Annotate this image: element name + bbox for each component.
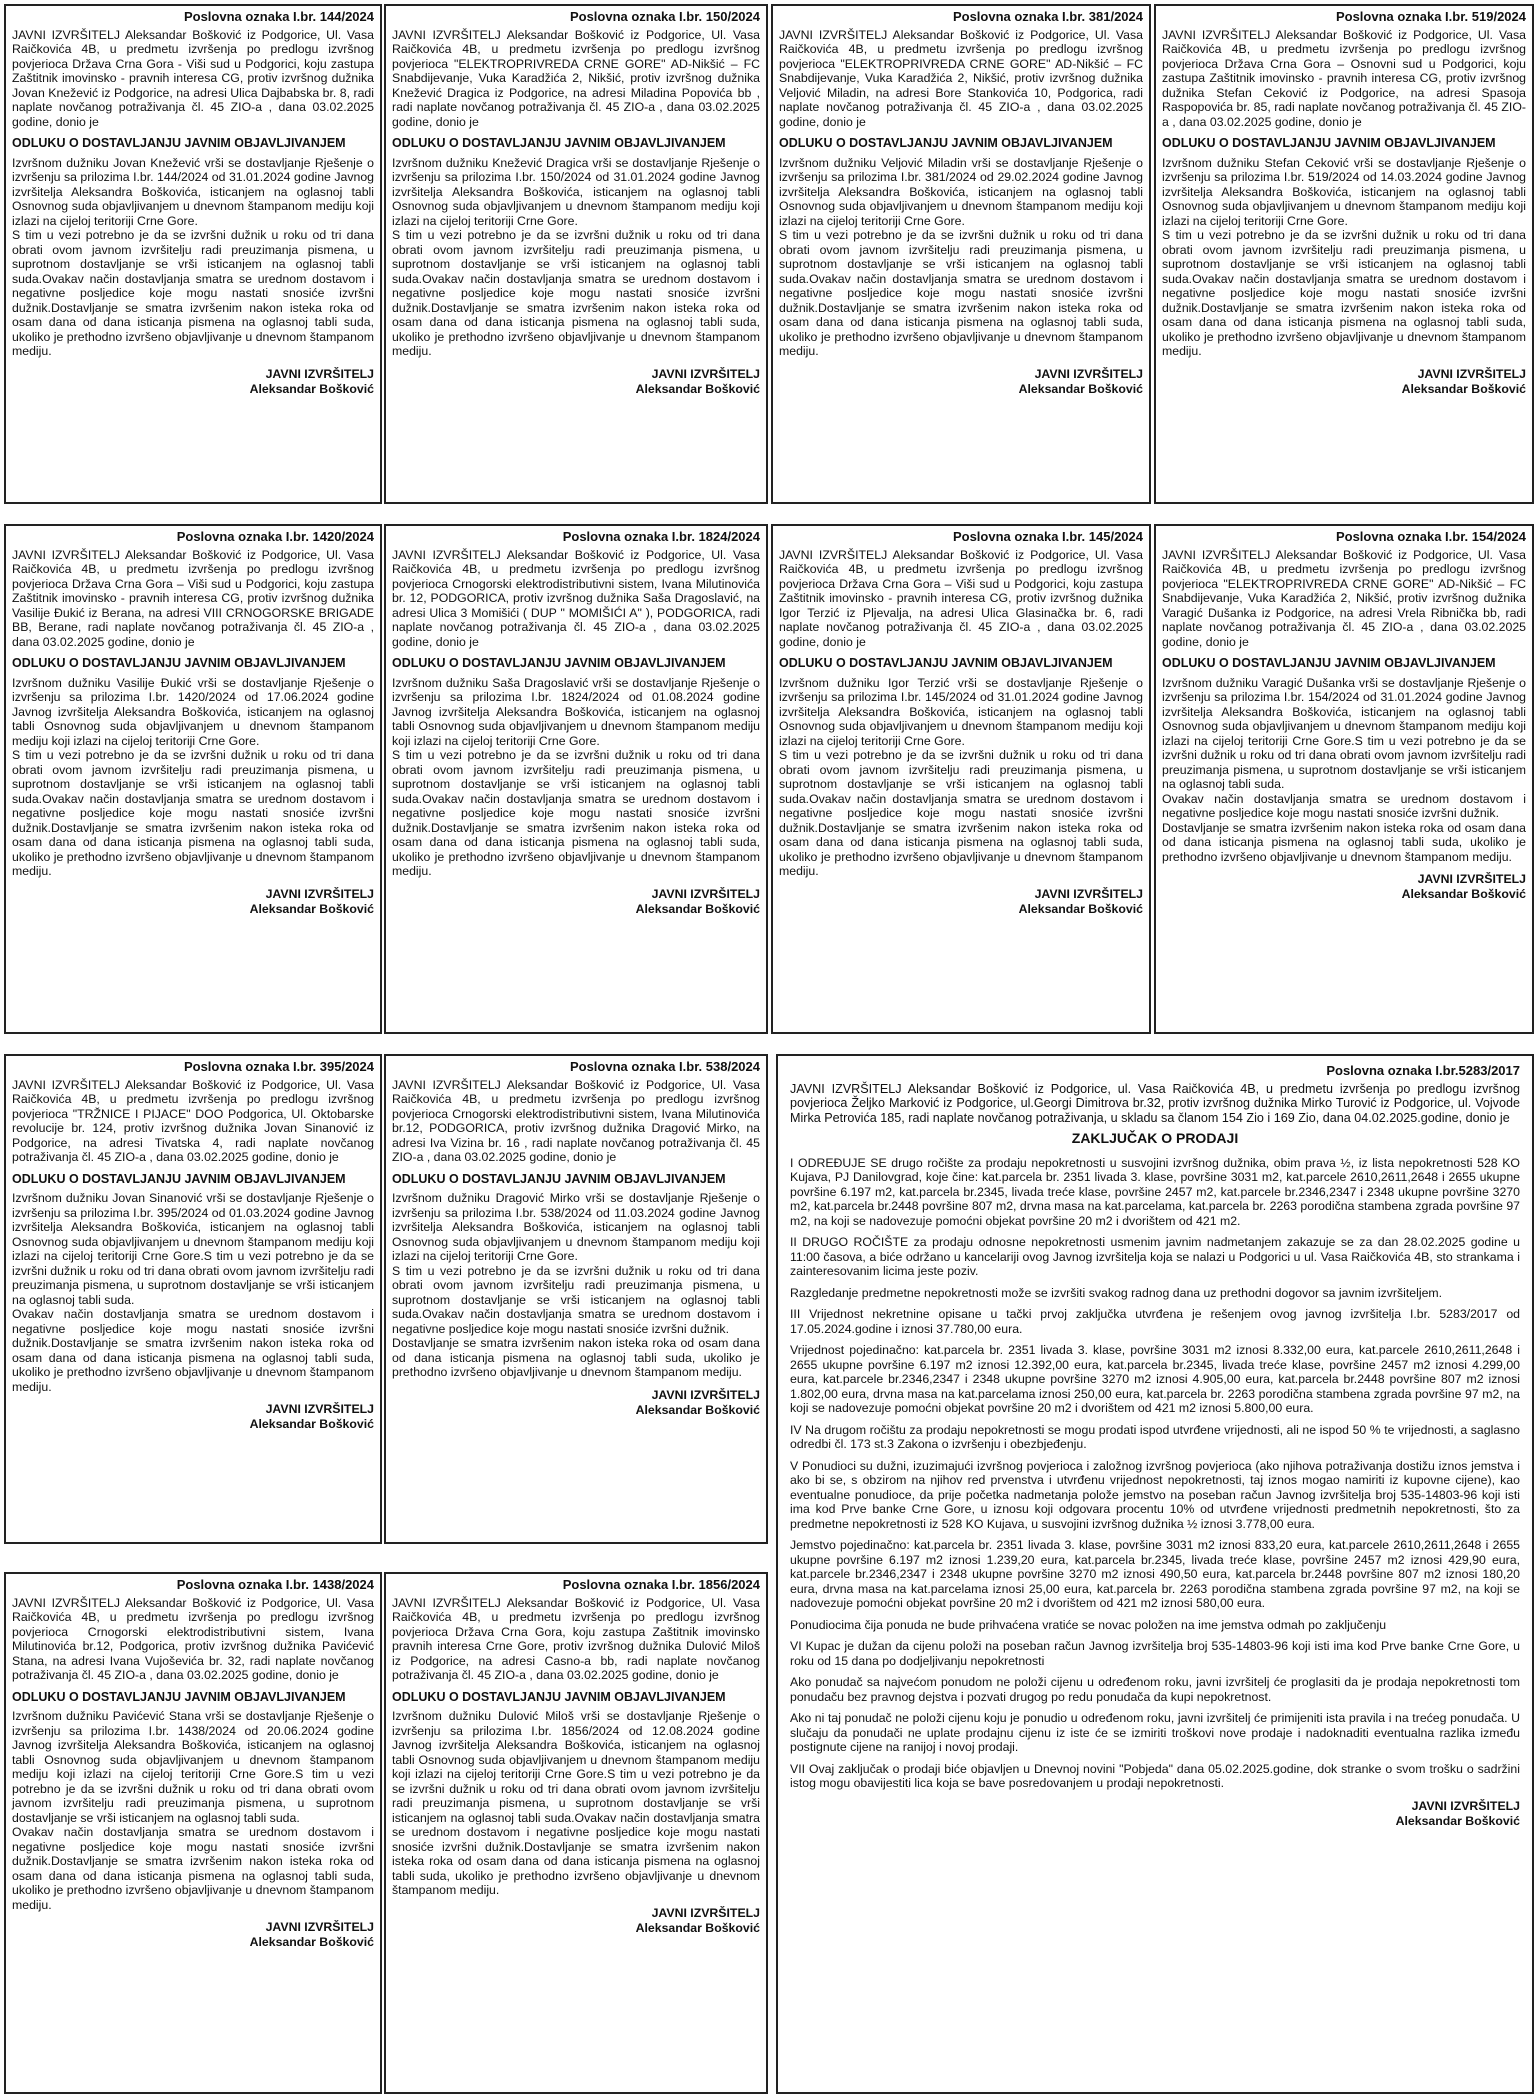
signature-title: JAVNI IZVRŠITELJ bbox=[265, 1920, 374, 1934]
sale-paragraph: V Ponudioci su dužni, izuzimajući izvršnog povjerioca i založnog izvršnog povjerioca (ako njihova potraživanja dostižu iznos jemstva i ako bi se, s obzirom na njihov red prvenstva i utvrđenu vrijednost nepokretnosti, taj iznos mogao namiriti iz kupovne cijene), kao eventualne ponudioce, da prije početka nadmetanja polože jemstvo na poseban račun Javnog izvršitelja broj 535-14803-96 koji isti ima kod Prve banke Crne Gore, u iznosu koji odgovara procentu 10% od utvrđene vrijednosti predmetnih nepokretnosti, što za predmetne nepokretnosti iz 528 KO Kujava, u susvojini izvršnog dužnika ½ iznosi 3.778,00 eura. bbox=[790, 1458, 1520, 1531]
notice-538 bbox=[384, 1054, 768, 1544]
notice-paragraph: Izvršnom dužniku Stefan Ceković vrši se dostavljanje Rješenje o izvršenju sa prilozima I.br. 519/2024 od 14.03.2024 godine Javnog izvršitelja Aleksandra Boškovića, isticanjem na oglasnoj tabli Osnovnog suda objavljivanjem u dnevnom štampanom mediju koji izlazi na cijeloj teritoriji Crne Gore. bbox=[1162, 155, 1526, 228]
notice-paragraph: S tim u vezi potrebno je da se izvršni dužnik u roku od tri dana obrati ovom javnom izvršitelju radi preuzimanja pismena, u suprotnom dostavljanje se vrši isticanjem na oglasnoj tabli suda.Ovakav način dostavljanja smatra se urednom dostavom i negativne posljedice koje mogu nastati snosiće izvršni dužnik.Dostavljanje se smatra izvršenim nakon isteka roka od osam dana od dana isticanja pismena na oglasnoj tabli suda, ukoliko je prethodno izvršeno objavljivanje u dnevnom štampanom mediju. bbox=[392, 228, 760, 358]
notice-intro: JAVNI IZVRŠITELJ Aleksandar Bošković iz Podgorice, Ul. Vasa Raičkovića 4B, u predmetu izvršenja po predlogu izvršnog povjerioca Crnogorski elektrodistributivni sistem, Ivana Milutinovića br. 12, PODGORICA, protiv izvršnog dužnika Saša Dragoslavić, na adresi Ulica 3 Momišići ( DUP " MOMIŠIĆI A" ), PODGORICA, radi naplate novčanog potraživanja čl. 45 ZIO-a , dana 03.02.2025 godine, donio je bbox=[392, 547, 760, 649]
notice-paragraph: S tim u vezi potrebno je da se izvršni dužnik u roku od tri dana obrati ovom javnom izvršitelju radi preuzimanja pismena, u suprotnom dostavljanje se vrši isticanjem na oglasnoj tabli suda.Ovakav način dostavljanja smatra se urednom dostavom i negativne posljedice koje mogu nastati snosiće izvršni dužnik.Dostavljanje se smatra izvršenim nakon isteka roka od osam dana od dana isticanja pismena na oglasnoj tabli suda, ukoliko je prethodno izvršeno objavljivanje u dnevnom štampanom mediju. bbox=[779, 228, 1143, 358]
notice-ref: Poslovna oznaka I.br. 154/2024 bbox=[1335, 529, 1526, 544]
signature-name: Aleksandar Bošković bbox=[249, 381, 374, 396]
notice-signature bbox=[392, 1906, 760, 1936]
notice-ref: Poslovna oznaka I.br. 1420/2024 bbox=[176, 529, 374, 544]
notice-paragraph: Ovakav način dostavljanja smatra se urednom dostavom i negativne posljedice koje mogu nastati snosiće izvršni dužnik.Dostavljanje se smatra izvršenim nakon isteka roka od osam dana od dana isticanja pismena na oglasnoj tabli suda, ukoliko je prethodno izvršeno objavljivanje u dnevnom štampanom mediju. bbox=[12, 1825, 374, 1912]
sale-notice-intro: JAVNI IZVRŠITELJ Aleksandar Bošković iz Podgorice, ul. Vasa Raičkovića 4B, u predmetu izvršenja po predlogu izvršnog povjerioca Željko Marković iz Podgorice, ul.Georgi Dimitrova br.32, protiv izvršnog dužnika Mirko Turović iz Podgorice, ul. Vojvode Mirka Petrovića 185, radi naplate novčanog potraživanja, u skladu sa članom 154 Zio i 169 Zio, dana 04.02.2025.godine, donio je bbox=[790, 1081, 1520, 1125]
sale-paragraph: IV Na drugom ročištu za prodaju nepokretnosti se mogu prodati ispod utvrđene vrijednosti, ali ne ispod 50 % te vrijednosti, a saglasno odredbi čl. 173 st.3 Zakona o izvršenju i obezbjeđenju. bbox=[790, 1422, 1520, 1451]
notice-paragraph: Izvršnom dužniku Jovan Knežević vrši se dostavljanje Rješenje o izvršenju sa prilozima I.br. 144/2024 od 31.01.2024 godine Javnog izvršitelja Aleksandra Boškovića, isticanjem na oglasnoj tabli Osnovnog suda objavljivanjem u dnevnom štampanom mediju koji izlazi na cijeloj teritoriji Crne Gore. bbox=[12, 155, 374, 228]
notice-paragraph: Izvršnom dužniku Vasilije Đukić vrši se dostavljanje Rješenje o izvršenju sa prilozima I.br. 1420/2024 od 17.06.2024 godine Javnog izvršitelja Aleksandra Boškovića, isticanjem na oglasnoj tabli Osnovnog suda objavljivanjem u dnevnom štampanom mediju koji izlazi na cijeloj teritoriji Crne Gore. bbox=[12, 675, 374, 748]
notice-1824 bbox=[384, 524, 768, 1034]
notice-heading: ODLUKU O DOSTAVLJANJU JAVNIM OBJAVLJIVANJEM bbox=[1162, 656, 1496, 670]
notice-paragraph: Izvršnom dužniku Saša Dragoslavić vrši se dostavljanje Rješenje o izvršenju sa prilozima I.br. 1824/2024 od 01.08.2024 godine Javnog izvršitelja Aleksandra Boškovića, isticanjem na oglasnoj tabli Osnovnog suda objavljivanjem u dnevnom štampanom mediju koji izlazi na cijeloj teritoriji Crne Gore. bbox=[392, 675, 760, 748]
notice-ref: Poslovna oznaka I.br. 1824/2024 bbox=[562, 529, 760, 544]
signature-title: JAVNI IZVRŠITELJ bbox=[1034, 886, 1143, 901]
notice-144 bbox=[4, 4, 382, 504]
notice-intro: JAVNI IZVRŠITELJ Aleksandar Bošković iz Podgorice, Ul. Vasa Raičkovića 4B, u predmetu izvršenja po predlogu izvršnog povjerioca Crnogorski elektrodistributivni sistem, Ivana Milutinovića br.12, Podgorica, protiv izvršnog dužnika Pavićević Stana, na adresi Ivana Vujoševića br. 32, radi naplate novčanog potraživanja čl. 45 ZIO-a , dana 03.02.2025 godine, donio je bbox=[12, 1595, 374, 1682]
signature-name: Aleksandar Bošković bbox=[249, 1417, 374, 1431]
notice-heading: ODLUKU O DOSTAVLJANJU JAVNIM OBJAVLJIVANJEM bbox=[392, 1689, 726, 1704]
notice-519 bbox=[1154, 4, 1534, 504]
signature-title: JAVNI IZVRŠITELJ bbox=[1417, 872, 1526, 886]
notice-ref: Poslovna oznaka I.br. 395/2024 bbox=[183, 1059, 374, 1074]
notice-signature bbox=[1162, 872, 1526, 902]
notice-paragraph: S tim u vezi potrebno je da se izvršni dužnik u roku od tri dana obrati ovom javnom izvršitelju radi preuzimanja pismena, u suprotnom dostavljanje se vrši isticanjem na oglasnoj tabli suda.Ovakav način dostavljanja smatra se urednom dostavom i negativne posljedice koje mogu nastati snosiće izvršni dužnik.Dostavljanje se smatra izvršenim nakon isteka roka od osam dana od dana isticanja pismena na oglasnoj tabli suda, ukoliko je prethodno izvršeno objavljivanje u dnevnom štampanom mediju. bbox=[12, 748, 374, 878]
signature-title: JAVNI IZVRŠITELJ bbox=[265, 366, 374, 381]
signature-title: JAVNI IZVRŠITELJ bbox=[1411, 1798, 1520, 1813]
signature-title: JAVNI IZVRŠITELJ bbox=[1034, 366, 1143, 381]
notice-ref: Poslovna oznaka I.br. 381/2024 bbox=[952, 9, 1143, 24]
notice-heading: ODLUKU O DOSTAVLJANJU JAVNIM OBJAVLJIVANJEM bbox=[12, 656, 346, 670]
sale-paragraph: Jemstvo pojedinačno: kat.parcela br. 2351 livada 3. klase, površine 3031 m2 iznosi 833,20 eura, kat.parcele 2610,2611,2648 i 2655 ukupne površine 6.197 m2 iznosi 1.239,20 eura, kat.parcela br.2345, livada treće klase, površine 2457 m2 iznosi 429,90 eura, kat.parcele br.2346,2347 i 2348 ukupne površine 3270 m2 iznosi 490,50 eura, kat.parcela br.2448 površine 807 m2 iznosi 180,20 eura, drvna masa na kat.parcelama iznosi 25,00 eura, kat.parcela br. 2263 porodična stambena zgrada površine 97 m2, na koji se nadovezuje pomoćni objekat površine 20 m2 i dvorištem od 421 m2 iznosi 580,00 eura. bbox=[790, 1538, 1520, 1610]
sale-notice-ref: Poslovna oznaka I.br.5283/2017 bbox=[1326, 1063, 1520, 1078]
notice-heading: ODLUKU O DOSTAVLJANJU JAVNIM OBJAVLJIVANJEM bbox=[779, 656, 1113, 670]
notice-paragraph: Dostavljanje se smatra izvršenim nakon isteka roka od osam dana od dana isticanja pismena na oglasnoj tabli suda, ukoliko je prethodno izvršeno objavljivanje u dnevnom štampanom mediju. bbox=[1162, 820, 1526, 864]
signature-name: Aleksandar Bošković bbox=[1018, 381, 1143, 396]
notice-signature bbox=[12, 367, 374, 397]
signature-title: JAVNI IZVRŠITELJ bbox=[651, 886, 760, 901]
notice-signature bbox=[779, 367, 1143, 397]
notice-395 bbox=[4, 1054, 382, 1544]
notice-signature bbox=[12, 1920, 374, 1950]
signature-name: Aleksandar Bošković bbox=[1395, 1813, 1520, 1828]
notice-paragraph: S tim u vezi potrebno je da se izvršni dužnik u roku od tri dana obrati ovom javnom izvršitelju radi preuzimanja pismena, u suprotnom dostavljanje se vrši isticanjem na oglasnoj tabli suda.Ovakav način dostavljanja smatra se urednom dostavom i negativne posljedice koje mogu nastati snosiće izvršni dužnik.Dostavljanje se smatra izvršenim nakon isteka roka od osam dana od dana isticanja pismena na oglasnoj tabli suda, ukoliko je prethodno izvršeno objavljivanje u dnevnom štampanom mediju. bbox=[1162, 228, 1526, 358]
notice-150 bbox=[384, 4, 768, 504]
notice-ref: Poslovna oznaka I.br. 144/2024 bbox=[183, 9, 374, 24]
notice-signature bbox=[779, 887, 1143, 917]
signature-name: Aleksandar Bošković bbox=[1401, 381, 1526, 396]
notice-heading: ODLUKU O DOSTAVLJANJU JAVNIM OBJAVLJIVANJEM bbox=[1162, 136, 1496, 150]
notice-heading: ODLUKU O DOSTAVLJANJU JAVNIM OBJAVLJIVANJEM bbox=[392, 1171, 726, 1186]
notice-heading: ODLUKU O DOSTAVLJANJU JAVNIM OBJAVLJIVANJEM bbox=[12, 1171, 346, 1186]
signature-title: JAVNI IZVRŠITELJ bbox=[1417, 366, 1526, 381]
notice-intro: JAVNI IZVRŠITELJ Aleksandar Bošković iz Podgorice, Ul. Vasa Raičkovića 4B, u predmetu izvršenja po predlogu izvršnog povjerioca Država Crna Gora – Viši sud u Podgorici, koju zastupa Zaštitnik imovinsko - pravnih interesa CG, protiv izvršnog dužnika Vasilije Đukić iz Berana, na adresi VIII CRNOGORSKE BRIGADE BB, Berane, radi naplate novčanog potraživanja čl. 45 ZIO-a , dana 03.02.2025 godine, donio je bbox=[12, 547, 374, 649]
notice-intro: JAVNI IZVRŠITELJ Aleksandar Bošković iz Podgorice, Ul. Vasa Raičkovića 4B, u predmetu izvršenja po predlogu izvršnog povjerioca Država Crna Gora - Viši sud u Podgorici, koju zastupa Zaštitnik imovinsko - pravnih interesa CG, protiv izvršnog dužnika Jovan Knežević iz Podgorice, na adresi Ulica Dajbabska br. 8, radi naplate novčanog potraživanja čl. 45 ZIO-a , dana 03.02.2025 godine, donio je bbox=[12, 27, 374, 129]
notice-paragraph: Izvršnom dužniku Varagić Dušanka vrši se dostavljanje Rješenje o izvršenju sa prilozima I.br. 154/2024 od 31.01.2024 godine Javnog izvršitelja Aleksandra Boškovića, isticanjem na oglasnoj tabli Osnovnog suda objavljivanjem u dnevnom štampanom mediju koji izlazi na cijeloj teritoriji Crne Gore.S tim u vezi potrebno je da se izvršni dužnik u roku od tri dana obrati ovom javnom izvršitelju radi preuzimanja pismena, u suprotnom dostavljanje se vrši isticanjem na oglasnoj tabli suda. bbox=[1162, 675, 1526, 791]
notice-heading: ODLUKU O DOSTAVLJANJU JAVNIM OBJAVLJIVANJEM bbox=[12, 136, 346, 150]
sale-paragraph: Razgledanje predmetne nepokretnosti može se izvršiti svakog radnog dana uz prethodni dogovor sa javnim izvršiteljem. bbox=[790, 1285, 1443, 1300]
signature-name: Aleksandar Bošković bbox=[249, 1935, 374, 1949]
notice-145 bbox=[771, 524, 1151, 1034]
notice-paragraph: Izvršnom dužniku Pavićević Stana vrši se dostavljanje Rješenje o izvršenju sa prilozima I.br. 1438/2024 od 20.06.2024 godine Javnog izvršitelja Aleksandra Boškovića, isticanjem na oglasnoj tabli Osnovnog suda objavljivanjem u dnevnom štampanom mediju koji izlazi na cijeloj teritoriji Crne Gore.S tim u vezi potrebno je da se izvršni dužnik u roku od tri dana obrati ovom javnom izvršitelju radi preuzimanja pismena, u suprotnom dostavljanje se vrši isticanjem na oglasnoj tabli suda. bbox=[12, 1709, 374, 1825]
notice-intro: JAVNI IZVRŠITELJ Aleksandar Bošković iz Podgorice, Ul. Vasa Raičkovića 4B, u predmetu izvršenja po predlogu izvršnog povjerioca "TRŽNICE I PIJACE" DOO Podgorica, Ul. Oktobarske revolucije br. 124, protiv izvršnog dužnika Jovan Sinanović iz Podgorice, na adresi Tivatska 4, radi naplate novčanog potraživanja čl. 45 ZIO-a , dana 03.02.2025 godine, donio je bbox=[12, 1077, 374, 1164]
sale-paragraph: VII Ovaj zaključak o prodaji biće objavljen u Dnevnoj novini "Pobjeda" dana 05.02.2025.godine, dok stranke o svom trošku o sadržini istog mogu obavijestiti lica koja se bave posredovanjem u prodaji nepokretnosti. bbox=[790, 1761, 1520, 1790]
notice-paragraph: Izvršnom dužniku Dragović Mirko vrši se dostavljanje Rješenje o izvršenju sa prilozima I.br. 538/2024 od 11.03.2024 godine Javnog izvršitelja Aleksandra Boškovića, isticanjem na oglasnoj tabli Osnovnog suda objavljivanjem u dnevnom štampanom mediju koji izlazi na cijeloj teritoriji Crne Gore. bbox=[392, 1191, 760, 1263]
sale-paragraph: II DRUGO ROČIŠTE za prodaju odnosne nepokretnosti usmenim javnim nadmetanjem zakazuje se za dan 28.02.2025 godine u 11:00 časova, a biće održano u kancelariji ovog Javnog izvršitelja koja se nalazi u Podgorici u ul. Vasa Raičkovića 4B, sto strankama i zainteresovanim licima jeste poziv. bbox=[790, 1235, 1520, 1278]
notice-signature bbox=[392, 1388, 760, 1418]
notice-signature bbox=[12, 887, 374, 917]
notice-signature bbox=[1162, 367, 1526, 397]
notice-ref: Poslovna oznaka I.br. 1856/2024 bbox=[562, 1577, 760, 1592]
notice-intro: JAVNI IZVRŠITELJ Aleksandar Bošković iz Podgorice, Ul. Vasa Raičkovića 4B, u predmetu izvršenja po predlogu izvršnog povjerioca Država Crna Gora, koju zastupa Zaštitnik imovinsko pravnih interesa Crne Gore, protiv izvršnog dužnika Dulović Miloš iz Podgorice, na adresi Casno-a bb, radi naplate novčanog potraživanja čl. 45 ZIO-a , dana 03.02.2025 godine, donio je bbox=[392, 1595, 760, 1682]
sale-paragraph: Ako ni taj ponudač ne položi cijenu koju je ponudio u određenom roku, javni izvršitelj će primijeniti ista pravila i na trećeg ponudača. U slučaju da ponudači ne uplate prodajnu cijenu iz iste će se izmiriti troškovi nove prodaje i nadoknaditi eventualna razlika između postignute cijene na ranijoj i novoj prodaji. bbox=[790, 1711, 1520, 1754]
notice-paragraph: S tim u vezi potrebno je da se izvršni dužnik u roku od tri dana obrati ovom javnom izvršitelju radi preuzimanja pismena, u suprotnom dostavljanje se vrši isticanjem na oglasnoj tabli suda.Ovakav način dostavljanja smatra se urednom dostavom i negativne posljedice koje mogu nastati snosiće izvršni dužnik.Dostavljanje se smatra izvršenim nakon isteka roka od osam dana od dana isticanja pismena na oglasnoj tabli suda, ukoliko je prethodno izvršeno objavljivanje u dnevnom štampanom mediju. bbox=[392, 748, 760, 878]
notice-signature bbox=[392, 887, 760, 917]
sale-notice-heading: ZAKLJUČAK O PRODAJI bbox=[1071, 1130, 1239, 1146]
signature-name: Aleksandar Bošković bbox=[635, 381, 760, 396]
notice-381 bbox=[771, 4, 1151, 504]
notice-1856 bbox=[384, 1572, 768, 2094]
notice-paragraph: Izvršnom dužniku Jovan Sinanović vrši se dostavljanje Rješenje o izvršenju sa prilozima I.br. 395/2024 od 01.03.2024 godine Javnog izvršitelja Aleksandra Boškovića, isticanjem na oglasnoj tabli Osnovnog suda objavljivanjem u dnevnom štampanom mediju koji izlazi na cijeloj teritoriji Crne Gore.S tim u vezi potrebno je da se izvršni dužnik u roku od tri dana obrati ovom javnom izvršitelju radi preuzimanja pismena, u suprotnom dostavljanje se vrši isticanjem na oglasnoj tabli suda. bbox=[12, 1191, 374, 1307]
notice-1420 bbox=[4, 524, 382, 1034]
sale-paragraph: Ako ponudač sa najvećom ponudom ne položi cijenu u određenom roku, javni izvršitelj će proglasiti da je prodaja nepokretnosti tom ponudaču bez pravnog dejstva i pozvati drugog po redu ponudača da kupi nepokretnost. bbox=[790, 1675, 1520, 1704]
sale-paragraph: Vrijednost pojedinačno: kat.parcela br. 2351 livada 3. klase, površine 3031 m2 iznosi 8.332,00 eura, kat.parcele 2610,2611,2648 i 2655 ukupne površine 6.197 m2 iznosi 12.392,00 eura, kat.parcela br.2345, livada treće klase, površine 2457 m2 iznosi 4.299,00 eura, kat.parcele br.2346,2347 i 2348 ukupne površine 3270 m2 iznosi 4.905,00 eura, kat.parcela br.2448 površine 807 m2 iznosi 1.802,00 eura, drvna masa na kat.parcelama iznosi 250,00 eura, kat.parcela br. 2263 porodična stambena zgrada površine 97 m2, na koji se nadovezuje pomoćni objekat površine 20 m2 i dvorištem od 421 m2 iznosi 5.800,00 eura. bbox=[790, 1343, 1520, 1415]
sale-notice bbox=[776, 1054, 1534, 2094]
notice-paragraph: Izvršnom dužniku Dulović Miloš vrši se dostavljanje Rješenje o izvršenju sa prilozima I.br. 1856/2024 od 12.08.2024 godine Javnog izvršitelja Aleksandra Boškovića, isticanjem na oglasnoj tabli Osnovnog suda objavljivanjem u dnevnom štampanom mediju koji izlazi na cijeloj teritoriji Crne Gore.S tim u vezi potrebno je da se izvršni dužnik u roku od tri dana obrati ovom javnom izvršitelju radi preuzimanja pismena, u suprotnom dostavljanje se vrši isticanjem na oglasnoj tabli suda.Ovakav način dostavljanja smatra se urednom dostavom i negativne posljedice koje mogu nastati snosiće izvršni dužnik.Dostavljanje se smatra izvršenim nakon isteka roka od osam dana od dana isticanja pismena na oglasnoj tabli suda, ukoliko je prethodno izvršeno objavljivanje u dnevnom štampanom mediju. bbox=[392, 1709, 760, 1897]
signature-title: JAVNI IZVRŠITELJ bbox=[265, 1402, 374, 1416]
sale-paragraph: VI Kupac je dužan da cijenu položi na poseban račun Javnog izvršitelja broj 535-14803-96 koji isti ima kod Prve banke Crne Gore, u roku od 15 dana po dodjeljivanju nepokretnosti bbox=[790, 1639, 1520, 1668]
notice-paragraph: S tim u vezi potrebno je da se izvršni dužnik u roku od tri dana obrati ovom javnom izvršitelju radi preuzimanja pismena, u suprotnom dostavljanje se vrši isticanjem na oglasnoj tabli suda.Ovakav način dostavljanja smatra se urednom dostavom i negativne posljedice koje mogu nastati snosiće izvršni dužnik.Dostavljanje se smatra izvršenim nakon isteka roka od osam dana od dana isticanja pismena na oglasnoj tabli suda, ukoliko je prethodno izvršeno objavljivanje u dnevnom štampanom mediju. bbox=[12, 228, 374, 358]
notice-paragraph: S tim u vezi potrebno je da se izvršni dužnik u roku od tri dana obrati ovom javnom izvršitelju radi preuzimanja pismena, u suprotnom dostavljanje se vrši isticanjem na oglasnoj tabli suda.Ovakav način dostavljanja smatra se urednom dostavom i negativne posljedice koje mogu nastati snosiće izvršni dužnik. bbox=[392, 1263, 760, 1336]
signature-title: JAVNI IZVRŠITELJ bbox=[651, 1387, 760, 1402]
notice-heading: ODLUKU O DOSTAVLJANJU JAVNIM OBJAVLJIVANJEM bbox=[392, 136, 726, 150]
sale-paragraph: III Vrijednost nekretnine opisane u tački prvoj zaključka utvrđena je rešenjem ovog javnog izvršitelja I.br. 5283/2017 od 17.05.2024.godine i iznosi 37.780,00 eura. bbox=[790, 1307, 1520, 1336]
notice-paragraph: Izvršnom dužniku Veljović Miladin vrši se dostavljanje Rješenje o izvršenju sa prilozima I.br. 381/2024 od 29.02.2024 godine Javnog izvršitelja Aleksandra Boškovića, isticanjem na oglasnoj tabli Osnovnog suda objavljivanjem u dnevnom štampanom mediju koji izlazi na cijeloj teritoriji Crne Gore. bbox=[779, 155, 1143, 228]
notice-heading: ODLUKU O DOSTAVLJANJU JAVNIM OBJAVLJIVANJEM bbox=[392, 656, 726, 670]
notice-intro: JAVNI IZVRŠITELJ Aleksandar Bošković iz Podgorice, Ul. Vasa Raičkovića 4B, u predmetu izvršenja po predlogu izvršnog povjerioca "ELEKTROPRIVREDA CRNE GORE" AD-Nikšić – FC Snabdijevanje, Vuka Karadžića 2, Nikšić, protiv izvršnog dužnika Veljović Miladin, na adresi Bore Stankovića 10, Podgorica, radi naplate novčanog potraživanja čl. 45 ZIO-a , dana 03.02.2025 godine, donio je bbox=[779, 27, 1143, 129]
signature-name: Aleksandar Bošković bbox=[1401, 887, 1526, 901]
notice-intro: JAVNI IZVRŠITELJ Aleksandar Bošković iz Podgorice, Ul. Vasa Raičkovića 4B, u predmetu izvršenja po predlogu izvršnog povjerioca Država Crna Gora – Viši sud u Podgorici, koju zastupa Zaštitnik imovinsko - pravnih interesa CG, protiv izvršnog dužnika Igor Terzić iz Pljevalja, na adresi Ulica Glasinačka br. 6, radi naplate novčanog potraživanja čl. 45 ZIO-a , dana 03.02.2025 godine, donio je bbox=[779, 547, 1143, 649]
sale-notice-body bbox=[790, 1156, 1520, 1791]
sale-paragraph: Ponudiocima čija ponuda ne bude prihvaćena vratiće se novac položen na ime jemstva odmah po zaključenju bbox=[790, 1617, 1387, 1632]
notice-paragraph: Ovakav način dostavljanja smatra se urednom dostavom i negativne posljedice koje mogu nastati snosiće izvršni dužnik. bbox=[1162, 791, 1526, 820]
notice-ref: Poslovna oznaka I.br. 1438/2024 bbox=[176, 1577, 374, 1592]
notice-paragraph: Dostavljanje se smatra izvršenim nakon isteka roka od osam dana od dana isticanja pismena na oglasnoj tabli suda, ukoliko je prethodno izvršeno objavljivanje u dnevnom štampanom mediju. bbox=[392, 1336, 760, 1379]
notice-paragraph: Izvršnom dužniku Igor Terzić vrši se dostavljanje Rješenje o izvršenju sa prilozima I.br. 145/2024 od 31.01.2024 godine Javnog izvršitelja Aleksandra Boškovića, isticanjem na oglasnoj tabli Osnovnog suda objavljivanjem u dnevnom štampanom mediju koji izlazi na cijeloj teritoriji Crne Gore. bbox=[779, 675, 1143, 748]
notice-ref: Poslovna oznaka I.br. 145/2024 bbox=[952, 529, 1143, 544]
signature-name: Aleksandar Bošković bbox=[249, 901, 374, 916]
signature-title: JAVNI IZVRŠITELJ bbox=[265, 886, 374, 901]
notice-heading: ODLUKU O DOSTAVLJANJU JAVNIM OBJAVLJIVANJEM bbox=[779, 136, 1113, 150]
notice-paragraph: S tim u vezi potrebno je da se izvršni dužnik u roku od tri dana obrati ovom javnom izvršitelju radi preuzimanja pismena, u suprotnom dostavljanje se vrši isticanjem na oglasnoj tabli suda.Ovakav način dostavljanja smatra se urednom dostavom i negativne posljedice koje mogu nastati snosiće izvršni dužnik.Dostavljanje se smatra izvršenim nakon isteka roka od osam dana od dana isticanja pismena na oglasnoj tabli suda, ukoliko je prethodno izvršeno objavljivanje u dnevnom štampanom mediju. bbox=[779, 748, 1143, 878]
notice-intro: JAVNI IZVRŠITELJ Aleksandar Bošković iz Podgorice, Ul. Vasa Raičkovića 4B, u predmetu izvršenja po predlogu izvršnog povjerioca "ELEKTROPRIVREDA CRNE GORE" AD-Nikšić – FC Snabdijevanje, Vuka Karadžića 2, Nikšić, protiv izvršnog dužnika Varagić Dušanka iz Podgorice, na adresi Vrela Ribnička bb, radi naplate novčanog potraživanja čl. 45 ZIO-a , dana 03.02.2025 godine, donio je bbox=[1162, 547, 1526, 649]
notice-paragraph: Ovakav način dostavljanja smatra se urednom dostavom i negativne posljedice koje mogu nastati snosiće izvršni dužnik.Dostavljanje se smatra izvršenim nakon isteka roka od osam dana od dana isticanja pismena na oglasnoj tabli suda, ukoliko je prethodno izvršeno objavljivanje u dnevnom štampanom mediju. bbox=[12, 1307, 374, 1394]
signature-name: Aleksandar Bošković bbox=[635, 1920, 760, 1935]
notice-intro: JAVNI IZVRŠITELJ Aleksandar Bošković iz Podgorice, Ul. Vasa Raičkovića 4B, u predmetu izvršenja po predlogu izvršnog povjerioca Država Crna Gora – Osnovni sud u Podgorici, koju zastupa Zaštitnik imovinsko - pravnih interesa CG, protiv izvršnog dužnika Stefan Ceković iz Podgorice, na adresi Spasoja Raspopovića br. 85, radi naplate novčanog potraživanja čl. 45 ZIO-a , dana 03.02.2025 godine, donio je bbox=[1162, 27, 1526, 129]
notice-intro: JAVNI IZVRŠITELJ Aleksandar Bošković iz Podgorice, Ul. Vasa Raičkovića 4B, u predmetu izvršenja po predlogu izvršnog povjerioca Crnogorski elektrodistributivni sistem, Ivana Milutinovića br.12, PODGORICA, protiv izvršnog dužnika Dragović Mirko, na adresi Iva Vizina br. 16 , radi naplate novčanog potraživanja čl. 45 ZIO-a , dana 03.02.2025 godine, donio je bbox=[392, 1077, 760, 1164]
notice-paragraph: Izvršnom dužniku Knežević Dragica vrši se dostavljanje Rješenje o izvršenju sa prilozima I.br. 150/2024 od 31.01.2024 godine Javnog izvršitelja Aleksandra Boškovića, isticanjem na oglasnoj tabli Osnovnog suda objavljivanjem u dnevnom štampanom mediju koji izlazi na cijeloj teritoriji Crne Gore. bbox=[392, 155, 760, 228]
notice-ref: Poslovna oznaka I.br. 150/2024 bbox=[569, 9, 760, 24]
notice-ref: Poslovna oznaka I.br. 519/2024 bbox=[1335, 9, 1526, 24]
sale-paragraph: I ODREĐUJE SE drugo ročište za prodaju nepokretnosti u susvojini izvršnog dužnika, obim prava ½, iz lista nepokretnosti 528 KO Kujava, PJ Danilovgrad, koje čine: kat.parcela br. 2351 livada 3. klase, površine 3031 m2, kat.parcele 2610,2611,2648 i 2655 ukupne površine 6.197 m2, kat.parcela br.2345, livada treće klase, površine 2457 m2, kat.parcele br.2346,2347 i 2348 ukupne površine 3270 m2, kat.parcela br.2448 površine 807 m2, drvna masa na kat.parcelama, kat.parcela br. 2263 porodična stambena zgrada površine 97 m2, na koji se nadovezuje pomoćni objekat površine 20 m2 i dvorištem od 421 m2. bbox=[790, 1155, 1520, 1228]
signature-name: Aleksandar Bošković bbox=[1018, 901, 1143, 916]
signature-name: Aleksandar Bošković bbox=[635, 1402, 760, 1417]
notice-154 bbox=[1154, 524, 1534, 1034]
notice-1438 bbox=[4, 1572, 382, 2094]
signature-title: JAVNI IZVRŠITELJ bbox=[651, 1905, 760, 1920]
notice-intro: JAVNI IZVRŠITELJ Aleksandar Bošković iz Podgorice, Ul. Vasa Raičkovića 4B, u predmetu izvršenja po predlogu izvršnog povjerioca "ELEKTROPRIVREDA CRNE GORE" AD-Nikšić – FC Snabdijevanje, Vuka Karadžića 2, Nikšić, protiv izvršnog dužnika Knežević Dragica iz Podgorice, na adresi Miladina Popovića bb , radi naplate novčanog potraživanja čl. 45 ZIO-a , dana 03.02.2025 godine, donio je bbox=[392, 27, 760, 129]
signature-title: JAVNI IZVRŠITELJ bbox=[651, 366, 760, 381]
sale-notice-signature bbox=[790, 1799, 1520, 1829]
notice-signature bbox=[392, 367, 760, 397]
signature-name: Aleksandar Bošković bbox=[635, 901, 760, 916]
notice-ref: Poslovna oznaka I.br. 538/2024 bbox=[569, 1059, 760, 1074]
notice-signature bbox=[12, 1402, 374, 1432]
notice-heading: ODLUKU O DOSTAVLJANJU JAVNIM OBJAVLJIVANJEM bbox=[12, 1689, 346, 1704]
